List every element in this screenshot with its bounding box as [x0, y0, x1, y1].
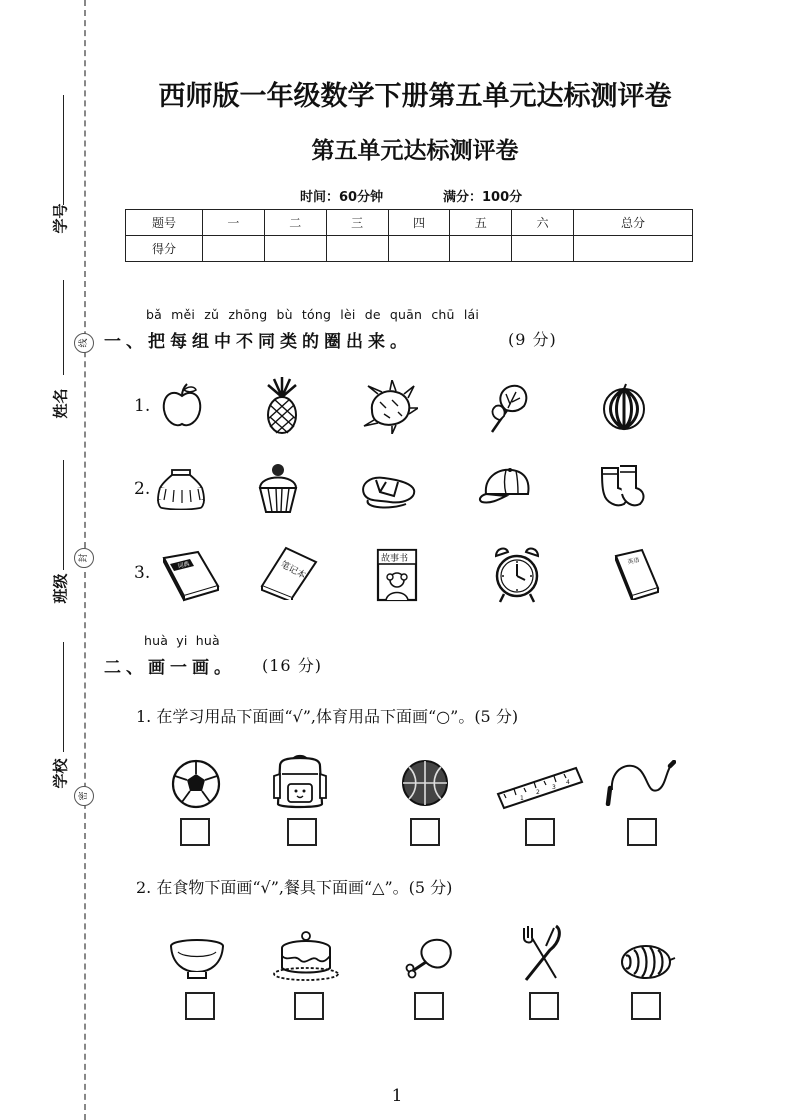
backpack-icon[interactable]	[270, 752, 330, 810]
basketball-icon[interactable]	[400, 758, 450, 808]
page-title: 西师版一年级数学下册第五单元达标测评卷	[158, 81, 672, 112]
pineapple-icon[interactable]	[262, 377, 302, 435]
watermelon-icon[interactable]	[600, 383, 648, 431]
book-label: 故事书	[381, 554, 409, 564]
page-number: 1	[391, 1086, 403, 1106]
answer-box[interactable]	[410, 818, 440, 846]
ruler-icon[interactable]	[496, 764, 584, 810]
answer-box[interactable]	[414, 992, 444, 1020]
answer-box[interactable]	[525, 818, 555, 846]
answer-box[interactable]	[627, 818, 657, 846]
score-cell[interactable]	[512, 236, 574, 262]
answer-box[interactable]	[180, 818, 210, 846]
notebook-icon[interactable]	[258, 544, 320, 600]
sandals-icon[interactable]	[360, 470, 416, 510]
section1-heading: 一、把每组中不同类的圈出来。	[104, 332, 412, 352]
name-line	[63, 280, 64, 375]
table-header-cell: 四	[388, 210, 450, 236]
answer-box[interactable]	[529, 992, 559, 1020]
table-header-cell: 一	[203, 210, 265, 236]
dictionary-book-icon[interactable]	[160, 550, 222, 602]
score-table-score-row	[126, 236, 693, 262]
score-cell[interactable]	[574, 236, 693, 262]
book-label: 笔记本	[278, 559, 308, 582]
book-label: 词典	[176, 560, 191, 570]
score-cell[interactable]	[264, 236, 326, 262]
answer-box[interactable]	[294, 992, 324, 1020]
score-table-header-row	[126, 210, 693, 236]
english-book-icon[interactable]	[612, 548, 662, 600]
alarm-clock-icon[interactable]	[492, 544, 542, 604]
exam-time: 时间：60分钟	[300, 190, 384, 205]
row-number: 3.	[134, 563, 151, 583]
section1-points: (9 分)	[508, 330, 557, 349]
apple-icon[interactable]	[158, 382, 206, 430]
exam-full-score: 满分：100分	[443, 190, 523, 205]
section2-heading: 二、画一画。	[104, 658, 236, 678]
table-header-cell: 三	[326, 210, 388, 236]
cake-icon[interactable]	[272, 930, 340, 982]
ruler-mark: 4	[566, 779, 570, 786]
table-header-cell: 题号	[126, 210, 203, 236]
school-label: 学校	[51, 758, 70, 789]
score-cell[interactable]	[388, 236, 450, 262]
question-2-1: 1. 在学习用品下面画“√”,体育用品下面画“○”。(5 分)	[136, 707, 519, 726]
section2-pinyin: huà yi huà	[144, 633, 220, 648]
cap-icon[interactable]	[476, 466, 534, 508]
cupcake-icon[interactable]	[256, 462, 300, 514]
storybook-icon[interactable]	[374, 546, 420, 604]
seal-mark-seal: 封	[74, 548, 94, 568]
answer-box[interactable]	[287, 818, 317, 846]
book-label: 英语	[626, 556, 641, 566]
table-header-cell: 总分	[574, 210, 693, 236]
table-header-cell: 二	[264, 210, 326, 236]
ruler-mark: 2	[536, 789, 540, 796]
school-line	[63, 642, 64, 752]
class-label: 班级	[51, 573, 70, 604]
section1-pinyin: bǎ měi zǔ zhōng bù tóng lèi de quān chū lái	[146, 307, 480, 322]
class-line	[63, 460, 64, 570]
seal-mark-secret: 密	[74, 786, 94, 806]
skirt-icon[interactable]	[156, 468, 206, 510]
question-2-2: 2. 在食物下面画“√”,餐具下面画“△”。(5 分)	[136, 878, 453, 897]
score-cell[interactable]	[450, 236, 512, 262]
jump-rope-icon[interactable]	[604, 760, 676, 806]
watermelon-icon[interactable]	[618, 944, 676, 980]
bowl-icon[interactable]	[168, 938, 226, 980]
row-number: 2.	[134, 479, 151, 499]
section2-points: (16 分)	[262, 656, 322, 675]
table-header-cell: 六	[512, 210, 574, 236]
name-label: 姓名	[51, 388, 70, 419]
page-subtitle: 第五单元达标测评卷	[311, 138, 519, 164]
answer-box[interactable]	[631, 992, 661, 1020]
table-header-cell: 五	[450, 210, 512, 236]
score-table	[125, 209, 693, 262]
drumstick-icon[interactable]	[402, 938, 454, 980]
student-id-label: 学号	[51, 203, 70, 234]
ruler-mark: 3	[552, 784, 556, 791]
score-cell[interactable]	[203, 236, 265, 262]
answer-box[interactable]	[185, 992, 215, 1020]
score-cell[interactable]	[326, 236, 388, 262]
seal-mark-line: 线	[74, 333, 94, 353]
ruler-mark: 1	[520, 795, 524, 802]
score-row-label: 得分	[126, 236, 203, 262]
dragon-fruit-icon[interactable]	[362, 380, 418, 434]
soccer-ball-icon[interactable]	[170, 758, 222, 810]
row-number: 1.	[134, 396, 151, 416]
vegetable-icon[interactable]	[486, 382, 530, 434]
socks-icon[interactable]	[596, 464, 646, 510]
fork-knife-icon[interactable]	[516, 924, 564, 982]
